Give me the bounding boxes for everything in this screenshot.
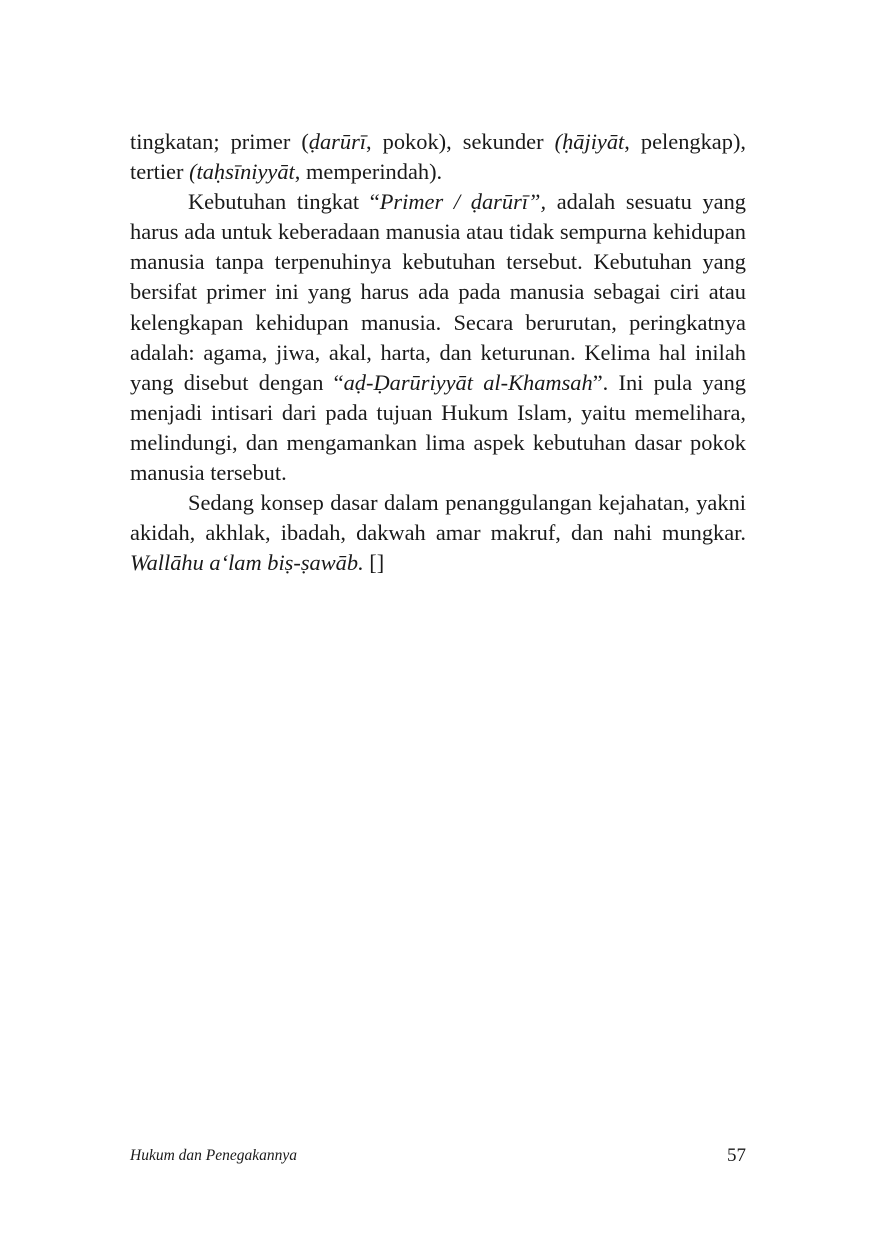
term-primer-daruri: Primer / ḍarūrī”, [379, 189, 547, 215]
term-ad-daruriyyat: aḍ-Ḍarūriyyāt al-Khamsah [343, 369, 593, 395]
paragraph-3: Sedang konsep dasar dalam penanggulangan kejahatan, yakni akidah, akhlak, ibadah, dakwah amar makruf, dan nahi mungkar. Wallāhu a‘lam biṣ-ṣawāb. [] [130, 490, 746, 576]
term-hajiyat: (ḥājiyāt [554, 129, 625, 154]
paragraph-1: tingkatan; primer (ḍarūrī, pokok), sekunder (ḥājiyāt, pelengkap), tertier (taḥsīniyyāt, memperindah). [130, 129, 746, 185]
term-tahsiniyyat: (taḥsīniyyāt [189, 159, 295, 185]
running-footer-title: Hukum dan Penegakannya [130, 1147, 298, 1164]
body-text [130, 127, 746, 578]
page-number: 57 [727, 1145, 746, 1166]
closing-phrase: Wallāhu a‘lam biṣ-ṣawāb. [130, 550, 364, 576]
term-daruri: ḍarūrī [308, 129, 367, 154]
paragraph-2: Kebutuhan tingkat “Primer / ḍarūrī”, adalah sesuatu yang harus ada untuk keberadaan manusia atau tidak sempurna kehidupan manusia tanpa terpenuhinya kebutuhan tersebut. Kebutuhan yang bersifat primer ini yang harus ada pada manusia sebagai ciri atau kelengkapan kehidupan manusia. Secara berurutan, peringkatnya adalah: agama, jiwa, akal, harta, dan keturunan. Kelima hal inilah yang disebut dengan “aḍ-Ḍarūriyyāt al-Khamsah”. Ini pula yang menjadi intisari dari pada tujuan Hukum Islam, yaitu memelihara, melindungi, dan mengamankan lima aspek kebutuhan dasar pokok manusia tersebut. [130, 189, 746, 486]
